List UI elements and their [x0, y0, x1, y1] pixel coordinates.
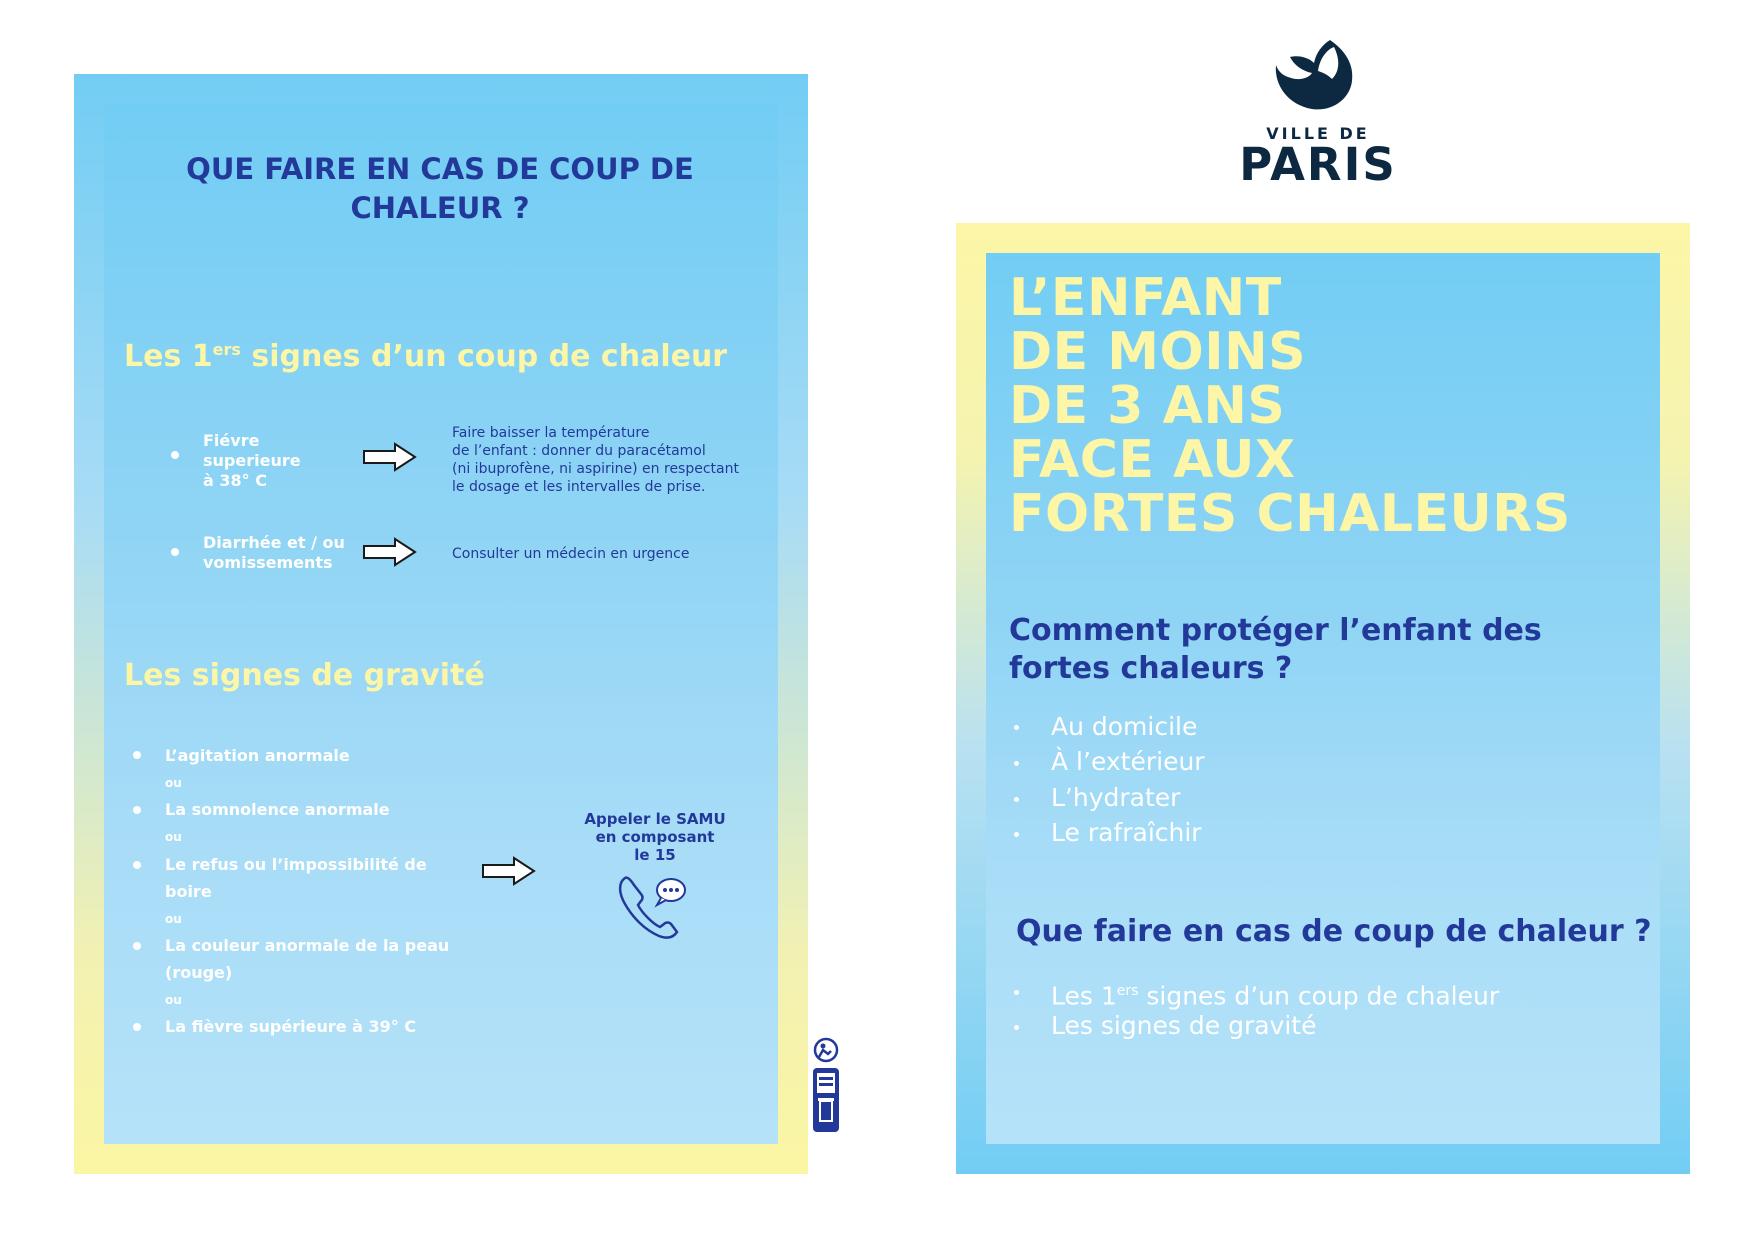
bullet: [133, 806, 141, 814]
bullet: [133, 942, 141, 950]
call-samu-text: Appeler le SAMU en composant le 15: [584, 810, 726, 864]
or-separator: ou: [165, 912, 182, 926]
heat-item-first-signs: Les 1ers signes d’un coup de chaleur: [1051, 981, 1500, 1011]
sign-fever: Fiévre superieure à 38° C: [203, 431, 301, 490]
first-signs-heading: Les 1ers signes d’un coup de chaleur: [124, 339, 728, 374]
gravity-heading: Les signes de gravité: [124, 658, 485, 693]
bullet: [171, 548, 179, 556]
left-panel-title: QUE FAIRE EN CAS DE COUP DE CHALEUR ?: [186, 152, 694, 225]
phone-icon: [615, 872, 695, 944]
ville-de-paris-logo-icon: [1268, 35, 1368, 125]
or-separator: ou: [165, 776, 182, 790]
action-diarrhea: Consulter un médecin en urgence: [452, 546, 690, 562]
logo-text-big: PARIS: [1239, 138, 1397, 191]
heat-item-gravity: Les signes de gravité: [1051, 1011, 1317, 1040]
gravity-item: La couleur anormale de la peau (rouge): [165, 936, 450, 982]
heat-heading: Que faire en cas de coup de chaleur ?: [1016, 914, 1652, 949]
or-separator: ou: [165, 830, 182, 844]
bullet: [133, 751, 141, 759]
bullet: [1014, 761, 1019, 766]
bullet: [1014, 1025, 1019, 1030]
arrow-right-icon: [362, 537, 418, 567]
arrow-right-icon: [481, 856, 537, 886]
action-fever: Faire baisser la température de l’enfant : donner du paracétamol (ni ibuprofène, ni aspirine) en respectant le dosage et les intervalles de prise.: [452, 425, 739, 495]
gravity-item: Le refus ou l’impossibilité de boire: [165, 855, 427, 901]
bullet: [1014, 990, 1019, 995]
protect-item: À l’extérieur: [1051, 747, 1205, 776]
protect-heading: Comment protéger l’enfant des fortes chaleurs ?: [1009, 613, 1542, 686]
gravity-item: La somnolence anormale: [165, 800, 390, 819]
protect-item: L’hydrater: [1051, 783, 1181, 812]
left-panel: [104, 104, 778, 1144]
sign-diarrhea: Diarrhée et / ou vomissements: [203, 533, 345, 572]
bullet: [1014, 797, 1019, 802]
bullet: [171, 451, 179, 459]
bullet: [1014, 725, 1019, 730]
logo-text-small: VILLE DE: [1266, 124, 1370, 143]
gravity-item: L’agitation anormale: [165, 746, 350, 765]
or-separator: ou: [165, 993, 182, 1007]
main-title: L’ENFANT DE MOINS DE 3 ANS FACE AUX FORTES CHALEURS: [1009, 268, 1571, 544]
bullet: [133, 1023, 141, 1031]
gravity-item: La fièvre supérieure à 39° C: [165, 1017, 417, 1036]
bullet: [1014, 832, 1019, 837]
arrow-right-icon: [362, 442, 418, 472]
protect-item: Au domicile: [1051, 712, 1198, 741]
recycling-logos-icon: [811, 1037, 841, 1135]
protect-item: Le rafraîchir: [1051, 818, 1202, 847]
bullet: [133, 861, 141, 869]
